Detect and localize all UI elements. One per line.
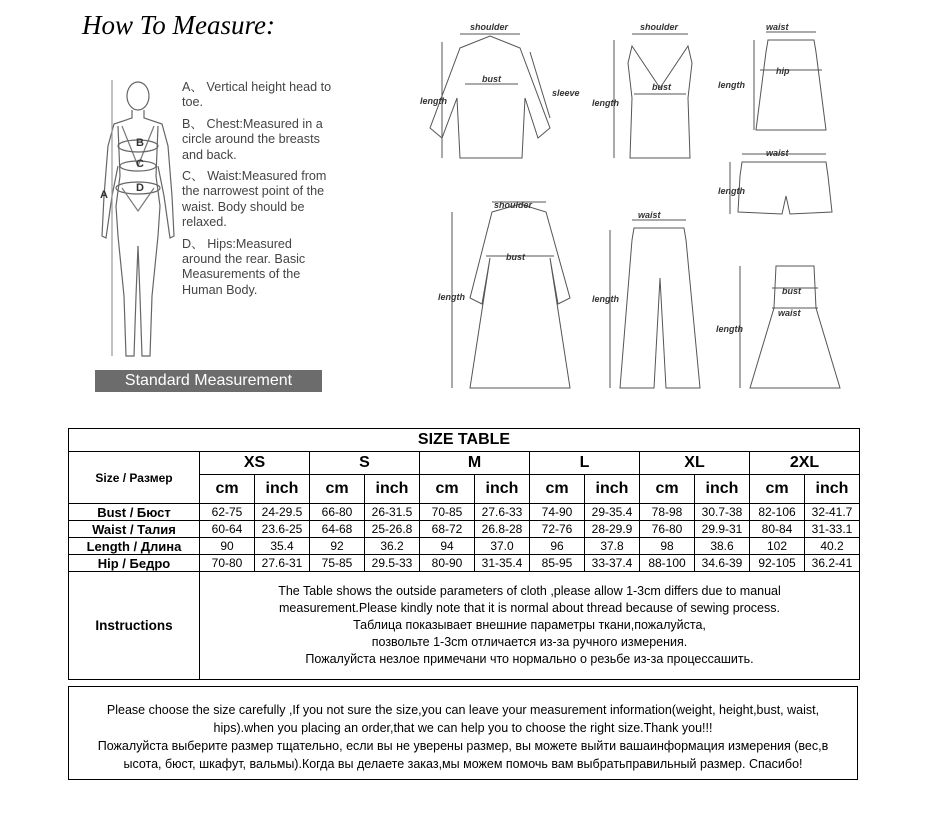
pants-waist-label: waist	[638, 210, 661, 220]
size-m: M	[420, 452, 530, 475]
table-cell: 88-100	[640, 555, 695, 572]
table-cell: 32-41.7	[805, 504, 860, 521]
size-label-header: Size / Размер	[69, 452, 200, 504]
table-cell: 66-80	[310, 504, 365, 521]
table-cell: 33-37.4	[585, 555, 640, 572]
table-cell: 40.2	[805, 538, 860, 555]
table-cell: 76-80	[640, 521, 695, 538]
desc-c: C、 Waist:Measured from the narrowest point of the waist. Body should be relaxed.	[182, 169, 327, 230]
table-cell: 28-29.9	[585, 521, 640, 538]
pants-length-label: length	[592, 294, 619, 304]
table-cell: 68-72	[420, 521, 475, 538]
size-advice-note	[68, 686, 858, 780]
blouse-bust-label: bust	[482, 74, 501, 84]
skirt-diagram	[754, 32, 826, 130]
table-cell: 30.7-38	[695, 504, 750, 521]
table-cell: 72-76	[530, 521, 585, 538]
table-cell: 80-84	[750, 521, 805, 538]
desc-a: A、 Vertical height head to toe.	[182, 80, 332, 110]
table-cell: 31-35.4	[475, 555, 530, 572]
table-row-bust	[69, 504, 860, 521]
unit-cm: cm	[640, 475, 695, 504]
table-cell: 92-105	[750, 555, 805, 572]
table-cell: 36.2	[365, 538, 420, 555]
table-row-waist	[69, 521, 860, 538]
row-label: Hip / Бедро	[69, 555, 200, 572]
table-cell: 31-33.1	[805, 521, 860, 538]
table-cell: 90	[200, 538, 255, 555]
desc-b: B、 Chest:Measured in a circle around the breasts and back.	[182, 116, 323, 162]
note-line: hips).when you placing an order,that we can help you to choose the right size.Thank you!!!	[213, 721, 713, 735]
table-cell: 36.2-41	[805, 555, 860, 572]
measurement-descriptions	[182, 80, 332, 304]
human-body-figure	[92, 66, 182, 366]
tank-diagram	[614, 34, 692, 158]
unit-inch: inch	[805, 475, 860, 504]
label-d: D	[136, 182, 144, 194]
coat-length-label: length	[438, 292, 465, 302]
table-cell: 94	[420, 538, 475, 555]
table-cell: 26.8-28	[475, 521, 530, 538]
garment-diagrams	[420, 18, 850, 398]
table-cell: 75-85	[310, 555, 365, 572]
table-cell: 96	[530, 538, 585, 555]
unit-inch: inch	[695, 475, 750, 504]
note-line: Please choose the size carefully ,If you not sure the size,you can leave your measurement information(weight, height,bust, waist,	[106, 703, 820, 717]
table-cell: 29-35.4	[585, 504, 640, 521]
table-cell: 70-85	[420, 504, 475, 521]
table-cell: 29.9-31	[695, 521, 750, 538]
shorts-waist-label: waist	[766, 148, 789, 158]
table-cell: 24-29.5	[255, 504, 310, 521]
instructions-text: The Table shows the outside parameters of cloth ,please allow 1-3cm differs due to manual measurement.Please kindly note that it is normal about thread because of sewing process. Таблица показывает внешние параметры ткани,пожалуйста, позвольте 1-3cm отличается из-за ручного измерения. Пожалуйста незлое примечани что нормально о резьбе из-за процессашить.	[200, 572, 860, 680]
unit-inch: inch	[585, 475, 640, 504]
dress-diagram	[740, 266, 840, 388]
table-row-hip	[69, 555, 860, 572]
pants-diagram	[610, 220, 700, 388]
row-label: Length / Длина	[69, 538, 200, 555]
label-a: A	[100, 189, 108, 201]
coat-diagram	[452, 202, 570, 388]
dress-length-label: length	[716, 324, 743, 334]
coat-bust-label: bust	[506, 252, 525, 262]
row-label: Bust / Бюст	[69, 504, 200, 521]
skirt-hip-label: hip	[776, 66, 790, 76]
skirt-waist-label: waist	[766, 22, 789, 32]
table-cell: 38.6	[695, 538, 750, 555]
table-cell: 27.6-31	[255, 555, 310, 572]
size-xl: XL	[640, 452, 750, 475]
unit-inch: inch	[365, 475, 420, 504]
dress-bust-label: bust	[782, 286, 801, 296]
blouse-sleeve-label: sleeve	[552, 88, 580, 98]
size-table-title: SIZE TABLE	[69, 429, 860, 452]
size-l: L	[530, 452, 640, 475]
table-cell: 23.6-25	[255, 521, 310, 538]
table-cell: 62-75	[200, 504, 255, 521]
table-cell: 92	[310, 538, 365, 555]
table-cell: 37.8	[585, 538, 640, 555]
table-cell: 80-90	[420, 555, 475, 572]
table-cell: 29.5-33	[365, 555, 420, 572]
unit-cm: cm	[310, 475, 365, 504]
blouse-shoulder-label: shoulder	[470, 22, 509, 32]
table-cell: 25-26.8	[365, 521, 420, 538]
table-cell: 35.4	[255, 538, 310, 555]
note-line: Пожалуйста выберите размер тщательно, если вы не уверены размер, вы можете выйти вашаинформация измерения (вес,в	[97, 739, 829, 753]
instructions-label: Instructions	[69, 572, 200, 680]
shorts-diagram	[730, 154, 832, 214]
tank-shoulder-label: shoulder	[640, 22, 679, 32]
size-2xl: 2XL	[750, 452, 860, 475]
blouse-length-label: length	[420, 96, 447, 106]
label-b: B	[136, 137, 144, 149]
table-row-length	[69, 538, 860, 555]
desc-d: D、 Hips:Measured around the rear. Basic Measurements of the Human Body.	[182, 236, 306, 297]
table-cell: 26-31.5	[365, 504, 420, 521]
dress-waist-label: waist	[778, 308, 801, 318]
coat-shoulder-label: shoulder	[494, 200, 533, 210]
unit-cm: cm	[200, 475, 255, 504]
size-table	[68, 428, 860, 680]
page-title: How To Measure:	[82, 10, 276, 40]
instructions-row	[69, 572, 860, 680]
unit-cm: cm	[420, 475, 475, 504]
unit-cm: cm	[530, 475, 585, 504]
table-cell: 27.6-33	[475, 504, 530, 521]
table-cell: 60-64	[200, 521, 255, 538]
standard-measurement-banner: Standard Measurement	[95, 370, 322, 392]
table-cell: 85-95	[530, 555, 585, 572]
skirt-length-label: length	[718, 80, 745, 90]
size-s: S	[310, 452, 420, 475]
row-label: Waist / Талия	[69, 521, 200, 538]
table-cell: 82-106	[750, 504, 805, 521]
table-cell: 78-98	[640, 504, 695, 521]
table-cell: 102	[750, 538, 805, 555]
table-cell: 37.0	[475, 538, 530, 555]
unit-cm: cm	[750, 475, 805, 504]
table-cell: 74-90	[530, 504, 585, 521]
unit-inch: inch	[475, 475, 530, 504]
note-line: ысота, бюст, шкафут, вальмы).Когда вы делаете заказ,мы можем помочь вам выбратьправильный размер. Спасибо!	[123, 757, 803, 771]
shorts-length-label: length	[718, 186, 745, 196]
tank-length-label: length	[592, 98, 619, 108]
table-cell: 70-80	[200, 555, 255, 572]
table-cell: 34.6-39	[695, 555, 750, 572]
table-cell: 64-68	[310, 521, 365, 538]
unit-inch: inch	[255, 475, 310, 504]
blouse-diagram	[430, 34, 550, 158]
tank-bust-label: bust	[652, 82, 671, 92]
size-xs: XS	[200, 452, 310, 475]
label-c: C	[136, 158, 144, 170]
table-cell: 98	[640, 538, 695, 555]
